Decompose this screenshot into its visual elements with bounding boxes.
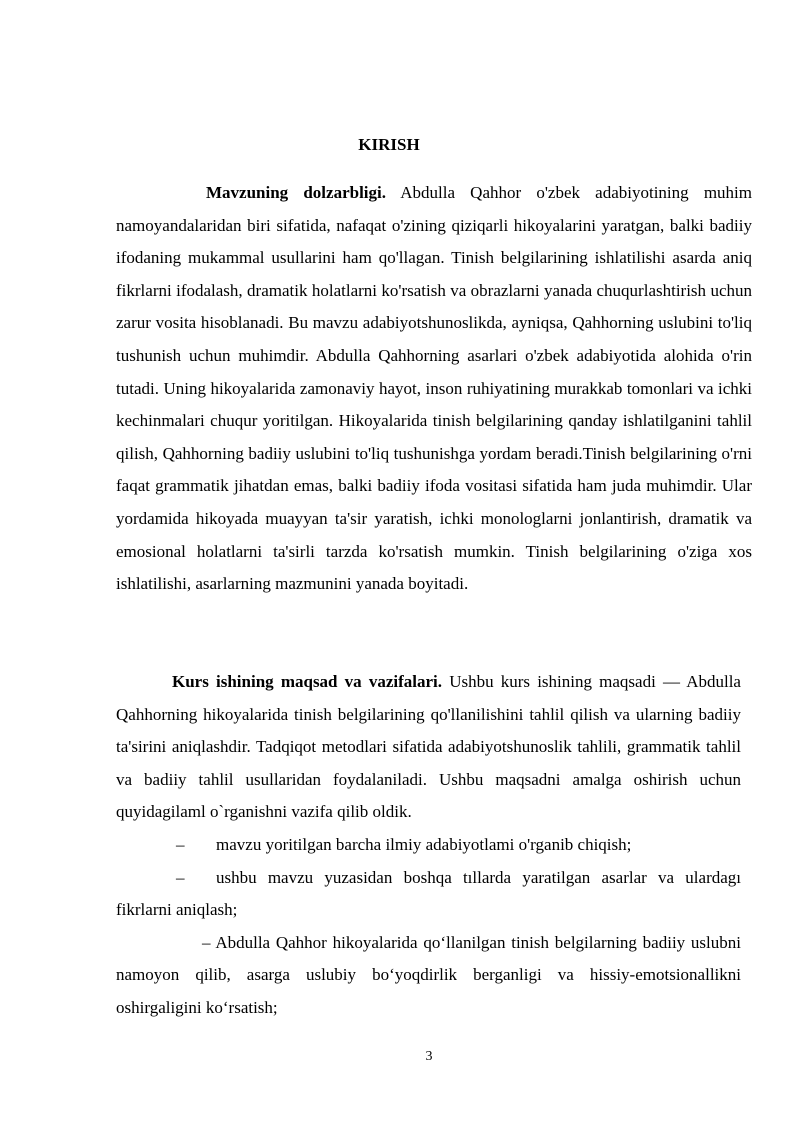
task-text: – Abdulla Qahhor hikoyalarida qo‘llanilgan tinish belgilarning badiiy uslubni namoyon qilib, asarga uslubiy bo‘yoqdirlik berganligi va hissiy-emotsionallikni oshirgaligini ko‘rsatish; bbox=[116, 932, 741, 1017]
task-dash: – bbox=[176, 834, 185, 854]
task-item bbox=[116, 862, 741, 927]
goals-paragraph bbox=[116, 666, 741, 829]
task-dash: – bbox=[176, 867, 185, 887]
task-text: mavzu yoritilgan barcha ilmiy adabiyotlami o'rganib chiqish; bbox=[216, 834, 632, 854]
relevance-paragraph bbox=[116, 177, 752, 601]
task-item bbox=[116, 927, 741, 1025]
goals-text: Ushbu kurs ishining maqsadi — Abdulla Qahhorning hikoyalarida tinish belgilarining qo'llanilishini tahlil qilish va ularning badiiy ta'sirini aniqlashdir. Tadqiqot metodlari sifatida adabiyotshunoslik tahlili, grammatik tahlil va badiiy tahlil usullaridan foydalaniladi. Ushbu maqsadni amalga oshirish uchun quyidagilaml o`rganishni vazifa qilib oldik. bbox=[116, 672, 741, 822]
section-heading: KIRISH bbox=[358, 135, 420, 154]
task-item bbox=[116, 829, 741, 862]
task-text: ushbu mavzu yuzasidan boshqa tıllarda yaratilgan asarlar va ulardagı fikrlarni aniqlash; bbox=[116, 867, 741, 920]
page-number: 3 bbox=[425, 1049, 433, 1064]
goals-section bbox=[116, 666, 741, 1025]
relevance-lead: Mavzuning dolzarbligi. bbox=[206, 183, 386, 202]
goals-lead: Kurs ishining maqsad va vazifalari. bbox=[172, 672, 443, 691]
relevance-text: Abdulla Qahhor o'zbek adabiyotining muhim namoyandalaridan biri sifatida, nafaqat o'zining qiziqarli hikoyalarini yaratgan, balki badiiy ifodaning mukammal usullarini ham qo'llagan. Tinish belgilarining ishlatilishi asarda aniq fikrlarni ifodalash, dramatik holatlarni ko'rsatish va obrazlarni yanada chuqurlashtirish uchun zarur vosita hisoblanadi. Bu mavzu adabiyotshunoslikda, ayniqsa, Qahhorning uslubini to'liq tushunish uchun muhimdir. Abdulla Qahhorning asarlari o'zbek adabiyotida alohida o'rin tutadi. Uning hikoyalarida zamonaviy hayot, inson ruhiyatining murakkab tomonlari va ichki kechinmalari chuqur yoritilgan. Hikoyalarida tinish belgilarining qanday ishlatilganini tahlil qilish, Qahhorning badiiy uslubini to'liq tushunishga yordam beradi.Tinish belgilarining o'rni faqat grammatik jihatdan emas, balki badiiy ifoda vositasi sifatida ham juda muhimdir. Ular yordamida hikoyada muayyan ta'sir yaratish, ichki monologlarni jonlantirish, dramatik va emosional holatlarni ta'sirli tarzda ko'rsatish mumkin. Tinish belgilarining o'ziga xos ishlatilishi, asarlarning mazmunini yanada boyitadi. bbox=[116, 183, 752, 594]
relevance-section bbox=[116, 177, 752, 601]
